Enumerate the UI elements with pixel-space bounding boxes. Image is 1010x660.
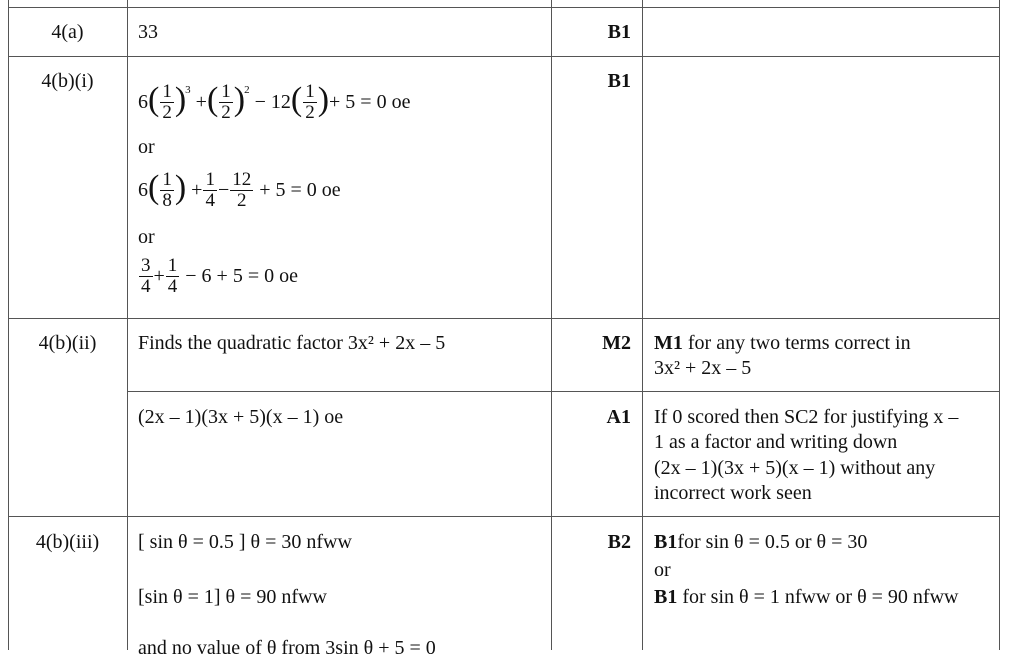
- answer-text: [sin θ = 1] θ = 90 nfww: [138, 586, 327, 608]
- question-number: 4(a): [51, 21, 84, 43]
- equation-3-tail: − 6 + 5 = 0 oe: [185, 265, 298, 287]
- mark: B2: [607, 531, 631, 553]
- col-divider: [999, 0, 1000, 650]
- question-number: 4(b)(i): [41, 70, 94, 92]
- answer-text: Finds the quadratic factor 3x² + 2x – 5: [138, 332, 446, 354]
- guidance-line: for any two terms correct in: [687, 332, 911, 354]
- guidance-line: or: [654, 559, 671, 581]
- or-text: or: [138, 136, 155, 158]
- row-divider: [8, 516, 1000, 517]
- mark: A1: [606, 406, 631, 428]
- equation-1: 6 ( $\frac{1}{2}$ ) 3 + ( $\frac{1}{2}$ ) 2 − 12 ( $\frac{1}{2}$ ) + 5 = 0 oe: [138, 80, 411, 123]
- answer-text: [ sin θ = 0.5 ] θ = 30 nfww: [138, 531, 352, 553]
- guidance-line: 1 as a factor and writing down: [654, 431, 898, 453]
- mark: B1: [607, 70, 631, 92]
- col-divider: [642, 0, 643, 650]
- question-number: 4(b)(iii): [35, 531, 100, 553]
- row-divider: [8, 7, 1000, 8]
- question-number: 4(b)(ii): [38, 332, 97, 354]
- guidance-mark: B1: [654, 586, 678, 608]
- row-divider: [8, 56, 1000, 57]
- or-text: or: [138, 226, 155, 248]
- answer-text: (2x – 1)(3x + 5)(x – 1) oe: [138, 406, 344, 428]
- equation-2-tail: + 5 = 0 oe: [259, 179, 341, 201]
- answer-text: and no value of θ from 3sin θ + 5 = 0: [138, 637, 436, 659]
- equation-1-tail: + 5 = 0 oe: [329, 91, 411, 113]
- guidance-text: [654, 331, 911, 355]
- mark: M2: [602, 332, 631, 354]
- answer-text: 33: [138, 21, 158, 43]
- equation-2: 6 ( $\frac{1}{8}$ ) + $\frac{1}{4}$ − $\frac{12}{2}$ + 5 = 0 oe: [138, 168, 341, 211]
- guidance-text: [654, 530, 867, 554]
- guidance-line: incorrect work seen: [654, 482, 812, 504]
- equation-3: $\frac{3}{4}$ + $\frac{1}{4}$ − 6 + 5 = 0 oe: [141, 254, 298, 297]
- guidance-mark: M1: [654, 332, 683, 354]
- row-divider: [127, 391, 1000, 392]
- guidance-line: (2x – 1)(3x + 5)(x – 1) without any: [654, 457, 936, 479]
- guidance-mark: B1: [654, 531, 678, 553]
- guidance-line: If 0 scored then SC2 for justifying x –: [654, 406, 959, 428]
- guidance-line: for sin θ = 0.5 or θ = 30: [677, 531, 868, 553]
- guidance-line: 3x² + 2x – 5: [654, 357, 752, 379]
- guidance-text: [654, 585, 958, 609]
- guidance-line: for sin θ = 1 nfww or θ = 90 nfww: [682, 586, 959, 608]
- col-divider: [127, 0, 128, 650]
- row-divider: [8, 318, 1000, 319]
- mark: B1: [607, 21, 631, 43]
